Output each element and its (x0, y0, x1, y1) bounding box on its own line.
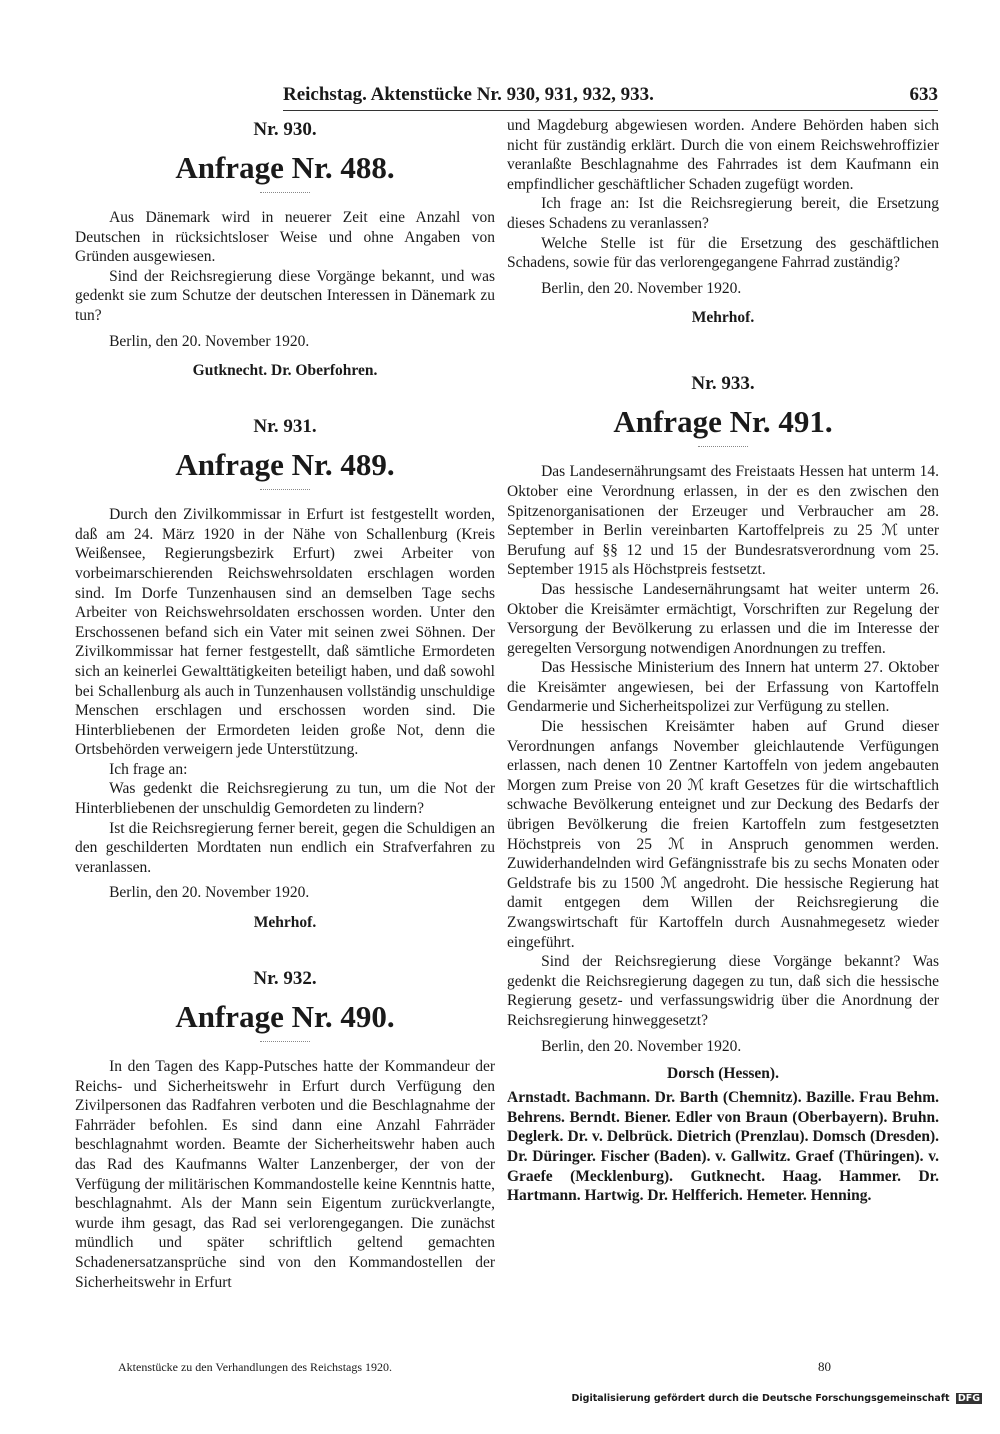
digitization-credit (572, 1392, 982, 1406)
date-line: Berlin, den 20. November 1920. (109, 884, 310, 902)
inquiry-title: Anfrage Nr. 488. (175, 150, 395, 185)
credit-text: Digitalisierung gefördert durch die Deutsche Forschungsgemeinschaft (571, 1393, 950, 1404)
first-signer: Dorsch (Hessen). (667, 1065, 779, 1083)
signature: Mehrhof. (253, 914, 317, 932)
paragraph: Sind der Reichsregierung diese Vorgänge bekannt, und was gedenkt sie zum Schutze der deutschen Interessen in Dänemark zu tun? (75, 267, 495, 324)
document-931 (75, 415, 495, 933)
document-932-continued (507, 116, 939, 328)
paragraph: Ich frage an: Ist die Reichsregierung bereit, die Ersetzung dieses Schadens zu veranlassen? (507, 195, 939, 232)
ornament-divider (260, 1041, 310, 1043)
page-number: 633 (909, 84, 938, 105)
date-line: Berlin, den 20. November 1920. (541, 1037, 742, 1055)
date-line: Berlin, den 20. November 1920. (541, 279, 742, 297)
dfg-logo: DFG (957, 1393, 980, 1404)
ornament-divider (260, 489, 310, 491)
left-column (75, 118, 495, 1292)
paragraph: Welche Stelle ist für die Ersetzung des geschäftlichen Schadens, sowie für das verlorengegangene Fahrrad zuständig? (507, 234, 939, 272)
header-rule (283, 110, 938, 111)
section-gap (75, 381, 495, 415)
document-932 (75, 967, 495, 1292)
footer-note: Aktenstücke zu den Verhandlungen des Reichstags 1920. (118, 1360, 393, 1374)
ornament-divider (698, 446, 748, 448)
paragraph: Das Landesernährungsamt des Freistaats Hessen hat unterm 14. Oktober eine Verordnung erlassen, in der es den zwischen den Spitzenorganisationen der Erzeuger und Verbraucher am 28. September in Berlin vereinbarten Kartoffelpreis zu 25 ℳ unter Berufung auf §§ 12 und 15 der Bundesratsverordnung vom 25. September 1915 als Höchstpreis festsetzt. (507, 463, 939, 579)
document-number: Nr. 933. (691, 373, 755, 395)
paragraph: und Magdeburg abgewiesen worden. Andere Behörden haben sich nicht für zuständig erklärt. Durch die von einem Reichswehroffizier veranlaßte Beschlagnahme des Fahrrades ist dem Kaufmann ein empfindlicher geschäftlicher Schaden zugefügt worden. (507, 117, 939, 193)
document-number: Nr. 930. (253, 119, 317, 140)
section-gap (75, 933, 495, 967)
running-header (283, 84, 938, 108)
document-number: Nr. 932. (253, 968, 317, 990)
document-933 (507, 372, 939, 1205)
signature: Mehrhof. (691, 309, 755, 327)
signer-list: Arnstadt. Bachmann. Dr. Barth (Chemnitz). Bazille. Frau Behm. Behrens. Berndt. Biener. Edler von Braun (Oberbayern). Bruhn. Deglerk. Dr. v. Delbrück. Dietrich (Prenzlau). Domsch (Dresden). Dr. Düringer. Fischer (Baden). v. Gallwitz. Graef (Thüringen). v. Graefe (Mecklenburg). Gutknecht. Haag. Hammer. Dr. Hartmann. Hartwig. Dr. Helfferich. Hemeter. Henning. (507, 1089, 939, 1205)
ornament-divider (260, 192, 310, 194)
paragraph: Sind der Reichsregierung diese Vorgänge bekannt? Was gedenkt die Reichsregierung dagegen zu tun, daß sich die hessische Regierung gesetz- und verfassungswidrig über die Anordnung der Reichsregierung hinweggesetzt? (507, 953, 939, 1029)
inquiry-title: Anfrage Nr. 489. (175, 447, 395, 483)
paragraph: Durch den Zivilkommissar in Erfurt ist festgestellt worden, daß am 24. März 1920 in der Nähe von Schallenburg (Kreis Weißensee, Regierungsbezirk Erfurt) zwei Arbeiter von vorbeimarschierenden Reichswehrsoldaten erschlagen worden sind. Im Dorfe Tunzenhausen sind an demselben Tage sechs Arbeiter von Reichswehrsoldaten erschossen worden. Unter den Erschossenen befand sich ein Vater mit seinen zwei Söhnen. Der Zivilkommissar hat ferner festgestellt, daß sämtliche Ermordeten sich an keinerlei Gewalttätigkeiten beteiligt haben, und daß sowohl bei Schallenburg als auch in Tunzenhausen vollständig unschuldige Menschen erschlagen und erschossen worden sind. Die Hinterbliebenen der Ermordeten leiden große Not, denn die Ortsbehörden verweigern jede Unterstützung. (75, 506, 495, 759)
inquiry-title: Anfrage Nr. 490. (175, 999, 395, 1035)
document-930 (75, 118, 495, 381)
paragraph: Die hessischen Kreisämter haben auf Grund dieser Verordnungen anfangs November gleichlautende Verfügungen erlassen, nach denen 10 Zentner Kartoffeln von jedem angebauten Morgen zum Preise von 20 ℳ kraft Gesetzes für die wirtschaftlich schwache Bevölkerung enteignet und zur Deckung des Bedarfs der übrigen Bevölkerung die freien Kartoffeln zum festgesetzten Höchstpreis von 25 ℳ in Anspruch genommen werden. Zuwiderhandelnden wird Gefängnisstrafe bis zu sechs Monaten oder Geldstrafe bis zu 1500 ℳ angedroht. Die hessische Regierung hat damit entgegen dem Willen der Reichsregierung die Zwangswirtschaft für Kartoffeln durch Ausnahmegesetz wieder eingeführt. (507, 718, 939, 951)
inquiry-title: Anfrage Nr. 491. (613, 404, 833, 440)
date-line: Berlin, den 20. November 1920. (109, 332, 310, 350)
paragraph: Das Hessische Ministerium des Innern hat unterm 27. Oktober die Kreisämter angewiesen, bei der Erfassung von Kartoffeln Gendarmerie und Sicherheitspolizei zur Verfügung zu stellen. (507, 659, 939, 716)
paragraph: Was gedenkt die Reichsregierung zu tun, um die Not der Hinterbliebenen der unschuldig Gemordeten zu lindern? (75, 780, 495, 818)
paragraph: Das hessische Landesernährungsamt hat weiter unterm 26. Oktober die Kreisämter ermächtigt, Vorschriften zur Regelung der Versorgung der Bevölkerung zu erlassen und die im Interesse der geregelten Versorgung notwendigen Anordnungen zu treffen. (507, 580, 939, 657)
document-number: Nr. 931. (253, 416, 317, 438)
header-title: Reichstag. Aktenstücke Nr. 930, 931, 932, 933. (283, 84, 654, 105)
paragraph: Aus Dänemark wird in neuerer Zeit eine Anzahl von Deutschen in rücksichtsloser Weise und ohne Angaben von Gründen ausgewiesen. (75, 209, 495, 266)
paragraph: Ich frage an: (109, 760, 188, 778)
paragraph: In den Tagen des Kapp-Putsches hatte der Kommandeur der Reichs- und Sicherheitswehr in Erfurt durch Verfügung den Zivilpersonen das Radfahren verboten und die Beschlagnahme der Fahrräder befohlen. Es sind dann eine Anzahl Fahrräder beschlagnahmt worden. Beamte der Sicherheitswehr haben auch das Rad des Kaufmanns Walter Lanzenberger, der von der Verfügung der militärischen Kommandostelle keine Kenntnis hatte, beschlagnahmt. Als der Mann sein Eigentum zurückverlangte, wurde ihm gesagt, das Rad sei verlorengegangen. Die zunächst mündlich und später schriftlich geltend gemachten Schadenersatzansprüche sind von den Kommandostellen der Sicherheitswehr in Erfurt (75, 1058, 495, 1291)
paragraph: Ist die Reichsregierung ferner bereit, gegen die Schuldigen an den geschilderten Mordtaten nun endlich ein Strafverfahren zu veranlassen. (75, 819, 495, 876)
signature: Gutknecht. Dr. Oberfohren. (192, 362, 378, 380)
right-column (507, 116, 939, 1206)
section-gap (507, 328, 939, 372)
sheet-number: 80 (818, 1359, 831, 1374)
